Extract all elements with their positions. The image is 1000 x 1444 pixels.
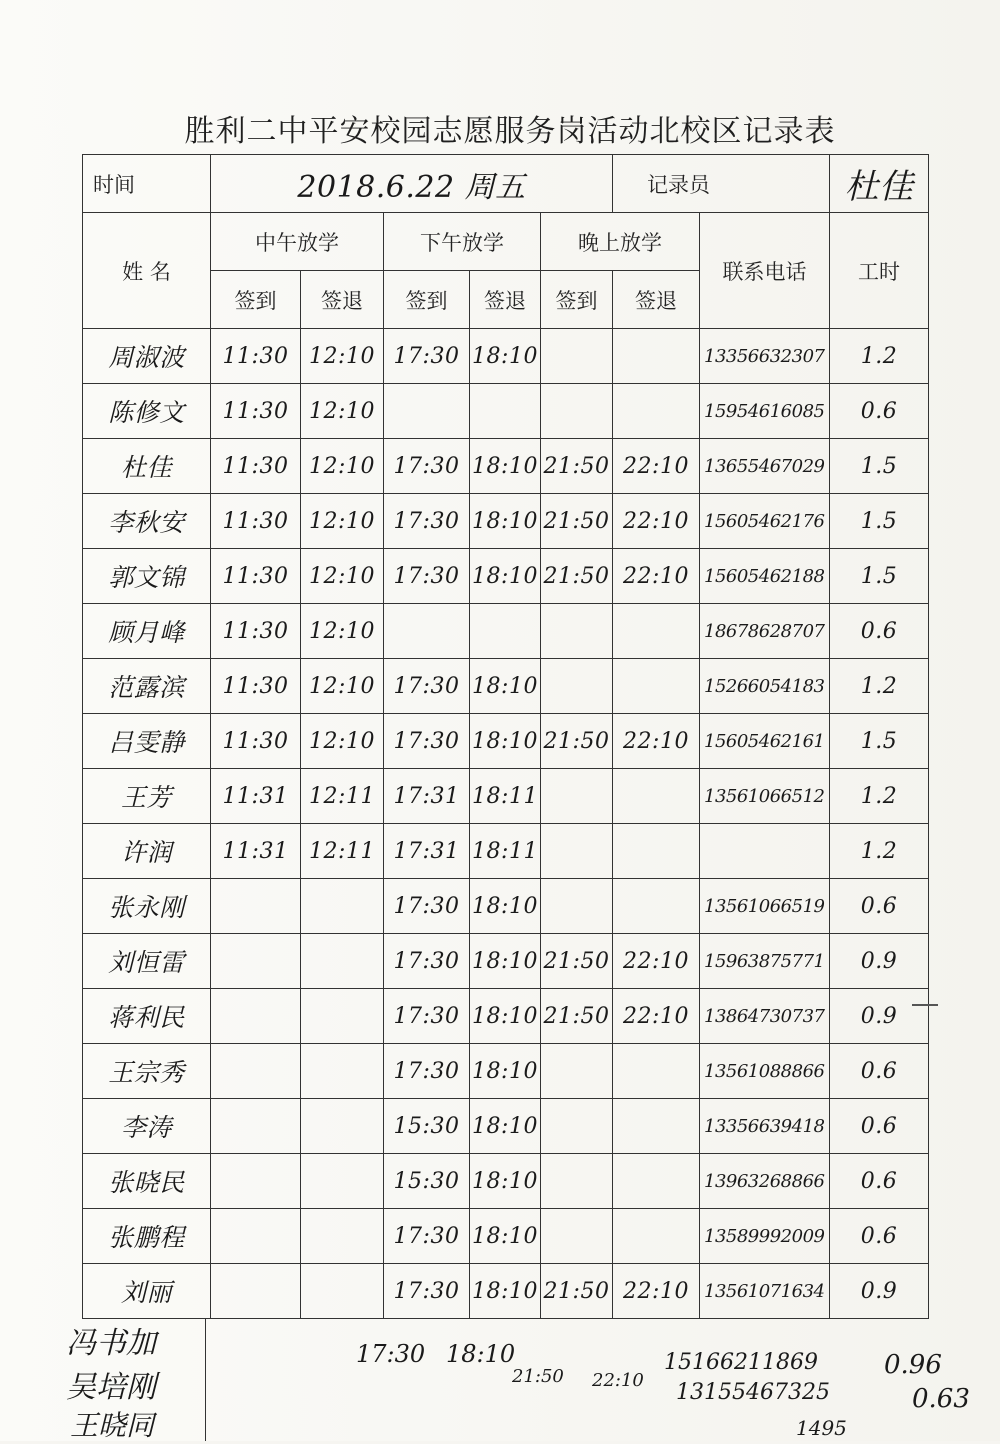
ev-sign-in-cell	[541, 384, 613, 439]
phone-column-header: 联系电话	[700, 213, 830, 329]
ev-sign-out-cell: 22:10	[613, 1264, 700, 1319]
hours-cell: 0.6	[830, 604, 929, 659]
extra-name-2: 吴培刚	[66, 1370, 156, 1405]
hours-cell: 1.5	[830, 714, 929, 769]
name-cell: 刘丽	[83, 1264, 211, 1319]
hours-cell: 0.9	[830, 1264, 929, 1319]
name-cell: 顾月峰	[83, 604, 211, 659]
table-row	[83, 879, 929, 934]
pm-sign-in-cell	[384, 604, 470, 659]
ev-sign-out-cell: 22:10	[613, 714, 700, 769]
pm-sign-in-cell: 15:30	[384, 1154, 470, 1209]
phone-cell: 13561088866	[700, 1044, 830, 1099]
ev-sign-out-cell	[613, 329, 700, 384]
ev-sign-out-cell	[613, 824, 700, 879]
record-table	[82, 154, 929, 1319]
pm-sign-out-cell: 18:10	[470, 439, 541, 494]
pm-sign-out-cell	[470, 604, 541, 659]
extra-phone-2: 13155467325	[676, 1380, 830, 1405]
recorder-value: 杜佳	[830, 155, 929, 213]
pm-sign-out-cell	[470, 384, 541, 439]
noon-sign-in-cell: 11:30	[211, 329, 301, 384]
table-row	[83, 989, 929, 1044]
record-rows	[83, 329, 929, 1319]
hours-cell: 0.9	[830, 989, 929, 1044]
pm-sign-in-header: 签到	[384, 271, 470, 329]
ev-sign-out-cell	[613, 659, 700, 714]
name-cell: 周淑波	[83, 329, 211, 384]
noon-sign-out-cell	[301, 1264, 384, 1319]
hours-cell: 1.2	[830, 659, 929, 714]
ev-sign-in-header: 签到	[541, 271, 613, 329]
page-title: 胜利二中平安校园志愿服务岗活动北校区记录表	[184, 114, 836, 149]
pm-sign-in-cell: 17:30	[384, 989, 470, 1044]
ev-sign-in-cell	[541, 769, 613, 824]
ev-sign-out-cell	[613, 879, 700, 934]
table-row	[83, 714, 929, 769]
noon-sign-out-cell	[301, 1209, 384, 1264]
ev-sign-in-cell	[541, 824, 613, 879]
pm-sign-in-cell: 17:30	[384, 549, 470, 604]
noon-sign-out-cell: 12:11	[301, 824, 384, 879]
noon-sign-out-cell: 12:10	[301, 494, 384, 549]
pm-sign-out-cell: 18:10	[470, 549, 541, 604]
afternoon-header: 下午放学	[384, 213, 541, 271]
pm-sign-in-cell: 17:30	[384, 879, 470, 934]
pm-sign-in-cell: 17:31	[384, 824, 470, 879]
noon-sign-out-cell	[301, 1154, 384, 1209]
noon-sign-in-cell: 11:30	[211, 494, 301, 549]
hours-cell: 1.5	[830, 494, 929, 549]
ev-sign-in-cell: 21:50	[541, 439, 613, 494]
ev-sign-out-cell	[613, 1154, 700, 1209]
pm-sign-in-cell: 17:30	[384, 714, 470, 769]
pm-sign-out-cell: 18:10	[470, 714, 541, 769]
extra-name-3: 王晓同	[70, 1409, 155, 1442]
name-cell: 李秋安	[83, 494, 211, 549]
pm-sign-out-cell: 18:10	[470, 1044, 541, 1099]
pm-sign-out-cell: 18:10	[470, 879, 541, 934]
table-row	[83, 824, 929, 879]
table-row	[83, 1044, 929, 1099]
extra-pm-out: 18:10	[446, 1340, 516, 1368]
extra-ev-out: 22:10	[592, 1370, 644, 1391]
ev-sign-out-cell: 22:10	[613, 549, 700, 604]
ev-sign-in-cell: 21:50	[541, 989, 613, 1044]
pm-sign-in-cell: 17:31	[384, 769, 470, 824]
pm-sign-in-cell: 17:30	[384, 329, 470, 384]
noon-sign-in-cell: 11:31	[211, 824, 301, 879]
phone-cell: 15954616085	[700, 384, 830, 439]
phone-cell: 18678628707	[700, 604, 830, 659]
noon-sign-in-cell	[211, 934, 301, 989]
table-row	[83, 384, 929, 439]
ev-sign-in-cell: 21:50	[541, 494, 613, 549]
noon-sign-in-header: 签到	[211, 271, 301, 329]
ev-sign-out-cell	[613, 604, 700, 659]
hours-cell: 0.9	[830, 934, 929, 989]
noon-sign-in-cell: 11:30	[211, 659, 301, 714]
pm-sign-out-cell: 18:10	[470, 1099, 541, 1154]
pm-sign-out-cell: 18:10	[470, 329, 541, 384]
phone-cell: 13561066519	[700, 879, 830, 934]
extra-phone-1: 15166211869	[664, 1350, 818, 1375]
hours-cell: 0.6	[830, 1044, 929, 1099]
phone-cell: 13655467029	[700, 439, 830, 494]
ev-sign-out-cell: 22:10	[613, 989, 700, 1044]
hours-cell: 1.2	[830, 329, 929, 384]
hours-column-header: 工时	[830, 213, 929, 329]
ev-sign-in-cell: 21:50	[541, 714, 613, 769]
pm-sign-out-header: 签退	[470, 271, 541, 329]
ev-sign-in-cell	[541, 659, 613, 714]
table-row	[83, 1099, 929, 1154]
phone-cell: 15963875771	[700, 934, 830, 989]
noon-sign-in-cell	[211, 989, 301, 1044]
ev-sign-out-cell	[613, 769, 700, 824]
noon-sign-out-cell	[301, 1099, 384, 1154]
table-row	[83, 439, 929, 494]
pm-sign-in-cell: 17:30	[384, 439, 470, 494]
hours-cell: 0.6	[830, 879, 929, 934]
margin-line	[205, 1318, 206, 1441]
name-cell: 张永刚	[83, 879, 211, 934]
name-cell: 吕雯静	[83, 714, 211, 769]
phone-cell: 15266054183	[700, 659, 830, 714]
noon-sign-out-cell: 12:10	[301, 329, 384, 384]
phone-cell: 13963268866	[700, 1154, 830, 1209]
noon-sign-in-cell: 11:30	[211, 384, 301, 439]
pm-sign-out-cell: 18:11	[470, 824, 541, 879]
phone-cell: 13356632307	[700, 329, 830, 384]
recorder-label: 记录员	[613, 155, 830, 213]
ev-sign-in-cell: 21:50	[541, 1264, 613, 1319]
pm-sign-in-cell: 17:30	[384, 1044, 470, 1099]
name-column-header: 姓 名	[83, 213, 211, 329]
noon-sign-in-cell: 11:30	[211, 604, 301, 659]
noon-sign-in-cell	[211, 1209, 301, 1264]
extra-pm-in: 17:30	[356, 1340, 426, 1368]
header-time-row	[83, 155, 929, 213]
noon-sign-out-cell: 12:10	[301, 714, 384, 769]
extra-name-1: 冯书加	[66, 1326, 156, 1361]
ev-sign-out-cell	[613, 1044, 700, 1099]
time-label: 时间	[83, 155, 211, 213]
name-cell: 陈修文	[83, 384, 211, 439]
pm-sign-out-cell: 18:10	[470, 1264, 541, 1319]
noon-sign-in-cell: 11:30	[211, 714, 301, 769]
noon-sign-out-cell: 12:11	[301, 769, 384, 824]
pm-sign-out-cell: 18:10	[470, 659, 541, 714]
ev-sign-in-cell	[541, 1099, 613, 1154]
hours-cell: 0.6	[830, 384, 929, 439]
extra-ev-in: 21:50	[512, 1366, 564, 1387]
noon-sign-in-cell	[211, 1099, 301, 1154]
extra-hours-1: 0.96	[884, 1350, 942, 1380]
hours-cell: 1.2	[830, 769, 929, 824]
ev-sign-out-cell: 22:10	[613, 934, 700, 989]
evening-header: 晚上放学	[541, 213, 700, 271]
name-cell: 王芳	[83, 769, 211, 824]
pm-sign-out-cell: 18:10	[470, 934, 541, 989]
name-cell: 张鹏程	[83, 1209, 211, 1264]
extra-hours-2: 0.63	[912, 1384, 970, 1414]
noon-sign-out-header: 签退	[301, 271, 384, 329]
pm-sign-out-cell: 18:10	[470, 989, 541, 1044]
pm-sign-in-cell: 17:30	[384, 1209, 470, 1264]
phone-cell: 13589992009	[700, 1209, 830, 1264]
ev-sign-in-cell	[541, 1154, 613, 1209]
pm-sign-in-cell: 17:30	[384, 494, 470, 549]
hours-cell: 1.5	[830, 549, 929, 604]
noon-sign-in-cell	[211, 1264, 301, 1319]
phone-cell: 15605462161	[700, 714, 830, 769]
hours-cell: 0.6	[830, 1099, 929, 1154]
ev-sign-in-cell	[541, 1209, 613, 1264]
noon-sign-out-cell: 12:10	[301, 439, 384, 494]
noon-sign-out-cell	[301, 879, 384, 934]
ev-sign-in-cell	[541, 1044, 613, 1099]
phone-cell: 15605462176	[700, 494, 830, 549]
table-row	[83, 1264, 929, 1319]
phone-cell: 15605462188	[700, 549, 830, 604]
extra-stray-number: 1495	[796, 1416, 847, 1440]
table-row	[83, 1154, 929, 1209]
noon-sign-out-cell	[301, 1044, 384, 1099]
pm-sign-in-cell: 17:30	[384, 934, 470, 989]
hours-cell: 1.5	[830, 439, 929, 494]
pm-sign-in-cell: 15:30	[384, 1099, 470, 1154]
record-table-wrap	[82, 154, 928, 1319]
noon-sign-in-cell	[211, 1044, 301, 1099]
name-cell: 王宗秀	[83, 1044, 211, 1099]
table-row	[83, 659, 929, 714]
pm-sign-out-cell: 18:11	[470, 769, 541, 824]
hours-cell: 0.6	[830, 1209, 929, 1264]
name-cell: 李涛	[83, 1099, 211, 1154]
pm-sign-out-cell: 18:10	[470, 1209, 541, 1264]
ev-sign-in-cell	[541, 329, 613, 384]
ev-sign-out-cell: 22:10	[613, 494, 700, 549]
noon-sign-in-cell: 11:30	[211, 439, 301, 494]
header-group-row	[83, 213, 929, 271]
pm-sign-in-cell	[384, 384, 470, 439]
noon-sign-out-cell	[301, 934, 384, 989]
noon-sign-in-cell	[211, 879, 301, 934]
phone-cell: 13561066512	[700, 769, 830, 824]
noon-sign-out-cell: 12:10	[301, 384, 384, 439]
table-row	[83, 1209, 929, 1264]
table-row	[83, 934, 929, 989]
name-cell: 杜佳	[83, 439, 211, 494]
noon-sign-in-cell	[211, 1154, 301, 1209]
hours-cell: 0.6	[830, 1154, 929, 1209]
pm-sign-in-cell: 17:30	[384, 1264, 470, 1319]
phone-cell	[700, 824, 830, 879]
name-cell: 张晓民	[83, 1154, 211, 1209]
phone-cell: 13561071634	[700, 1264, 830, 1319]
phone-cell: 13864730737	[700, 989, 830, 1044]
ev-sign-out-cell: 22:10	[613, 439, 700, 494]
ev-sign-out-cell	[613, 1209, 700, 1264]
noon-sign-out-cell: 12:10	[301, 604, 384, 659]
name-cell: 蒋利民	[83, 989, 211, 1044]
table-row	[83, 604, 929, 659]
edge-mark	[912, 1004, 938, 1006]
name-cell: 郭文锦	[83, 549, 211, 604]
table-row	[83, 494, 929, 549]
noon-sign-in-cell: 11:31	[211, 769, 301, 824]
hours-cell: 1.2	[830, 824, 929, 879]
noon-sign-out-cell: 12:10	[301, 659, 384, 714]
name-cell: 许润	[83, 824, 211, 879]
ev-sign-out-cell	[613, 1099, 700, 1154]
ev-sign-out-cell	[613, 384, 700, 439]
table-row	[83, 329, 929, 384]
pm-sign-out-cell: 18:10	[470, 494, 541, 549]
table-row	[83, 769, 929, 824]
noon-sign-out-cell	[301, 989, 384, 1044]
ev-sign-in-cell: 21:50	[541, 934, 613, 989]
table-row	[83, 549, 929, 604]
name-cell: 范露滨	[83, 659, 211, 714]
noon-sign-in-cell: 11:30	[211, 549, 301, 604]
ev-sign-in-cell	[541, 879, 613, 934]
phone-cell: 13356639418	[700, 1099, 830, 1154]
ev-sign-in-cell	[541, 604, 613, 659]
noon-header: 中午放学	[211, 213, 384, 271]
noon-sign-out-cell: 12:10	[301, 549, 384, 604]
ev-sign-in-cell: 21:50	[541, 549, 613, 604]
pm-sign-in-cell: 17:30	[384, 659, 470, 714]
ev-sign-out-header: 签退	[613, 271, 700, 329]
pm-sign-out-cell: 18:10	[470, 1154, 541, 1209]
time-value: 2018.6.22 周五	[211, 155, 613, 213]
name-cell: 刘恒雷	[83, 934, 211, 989]
